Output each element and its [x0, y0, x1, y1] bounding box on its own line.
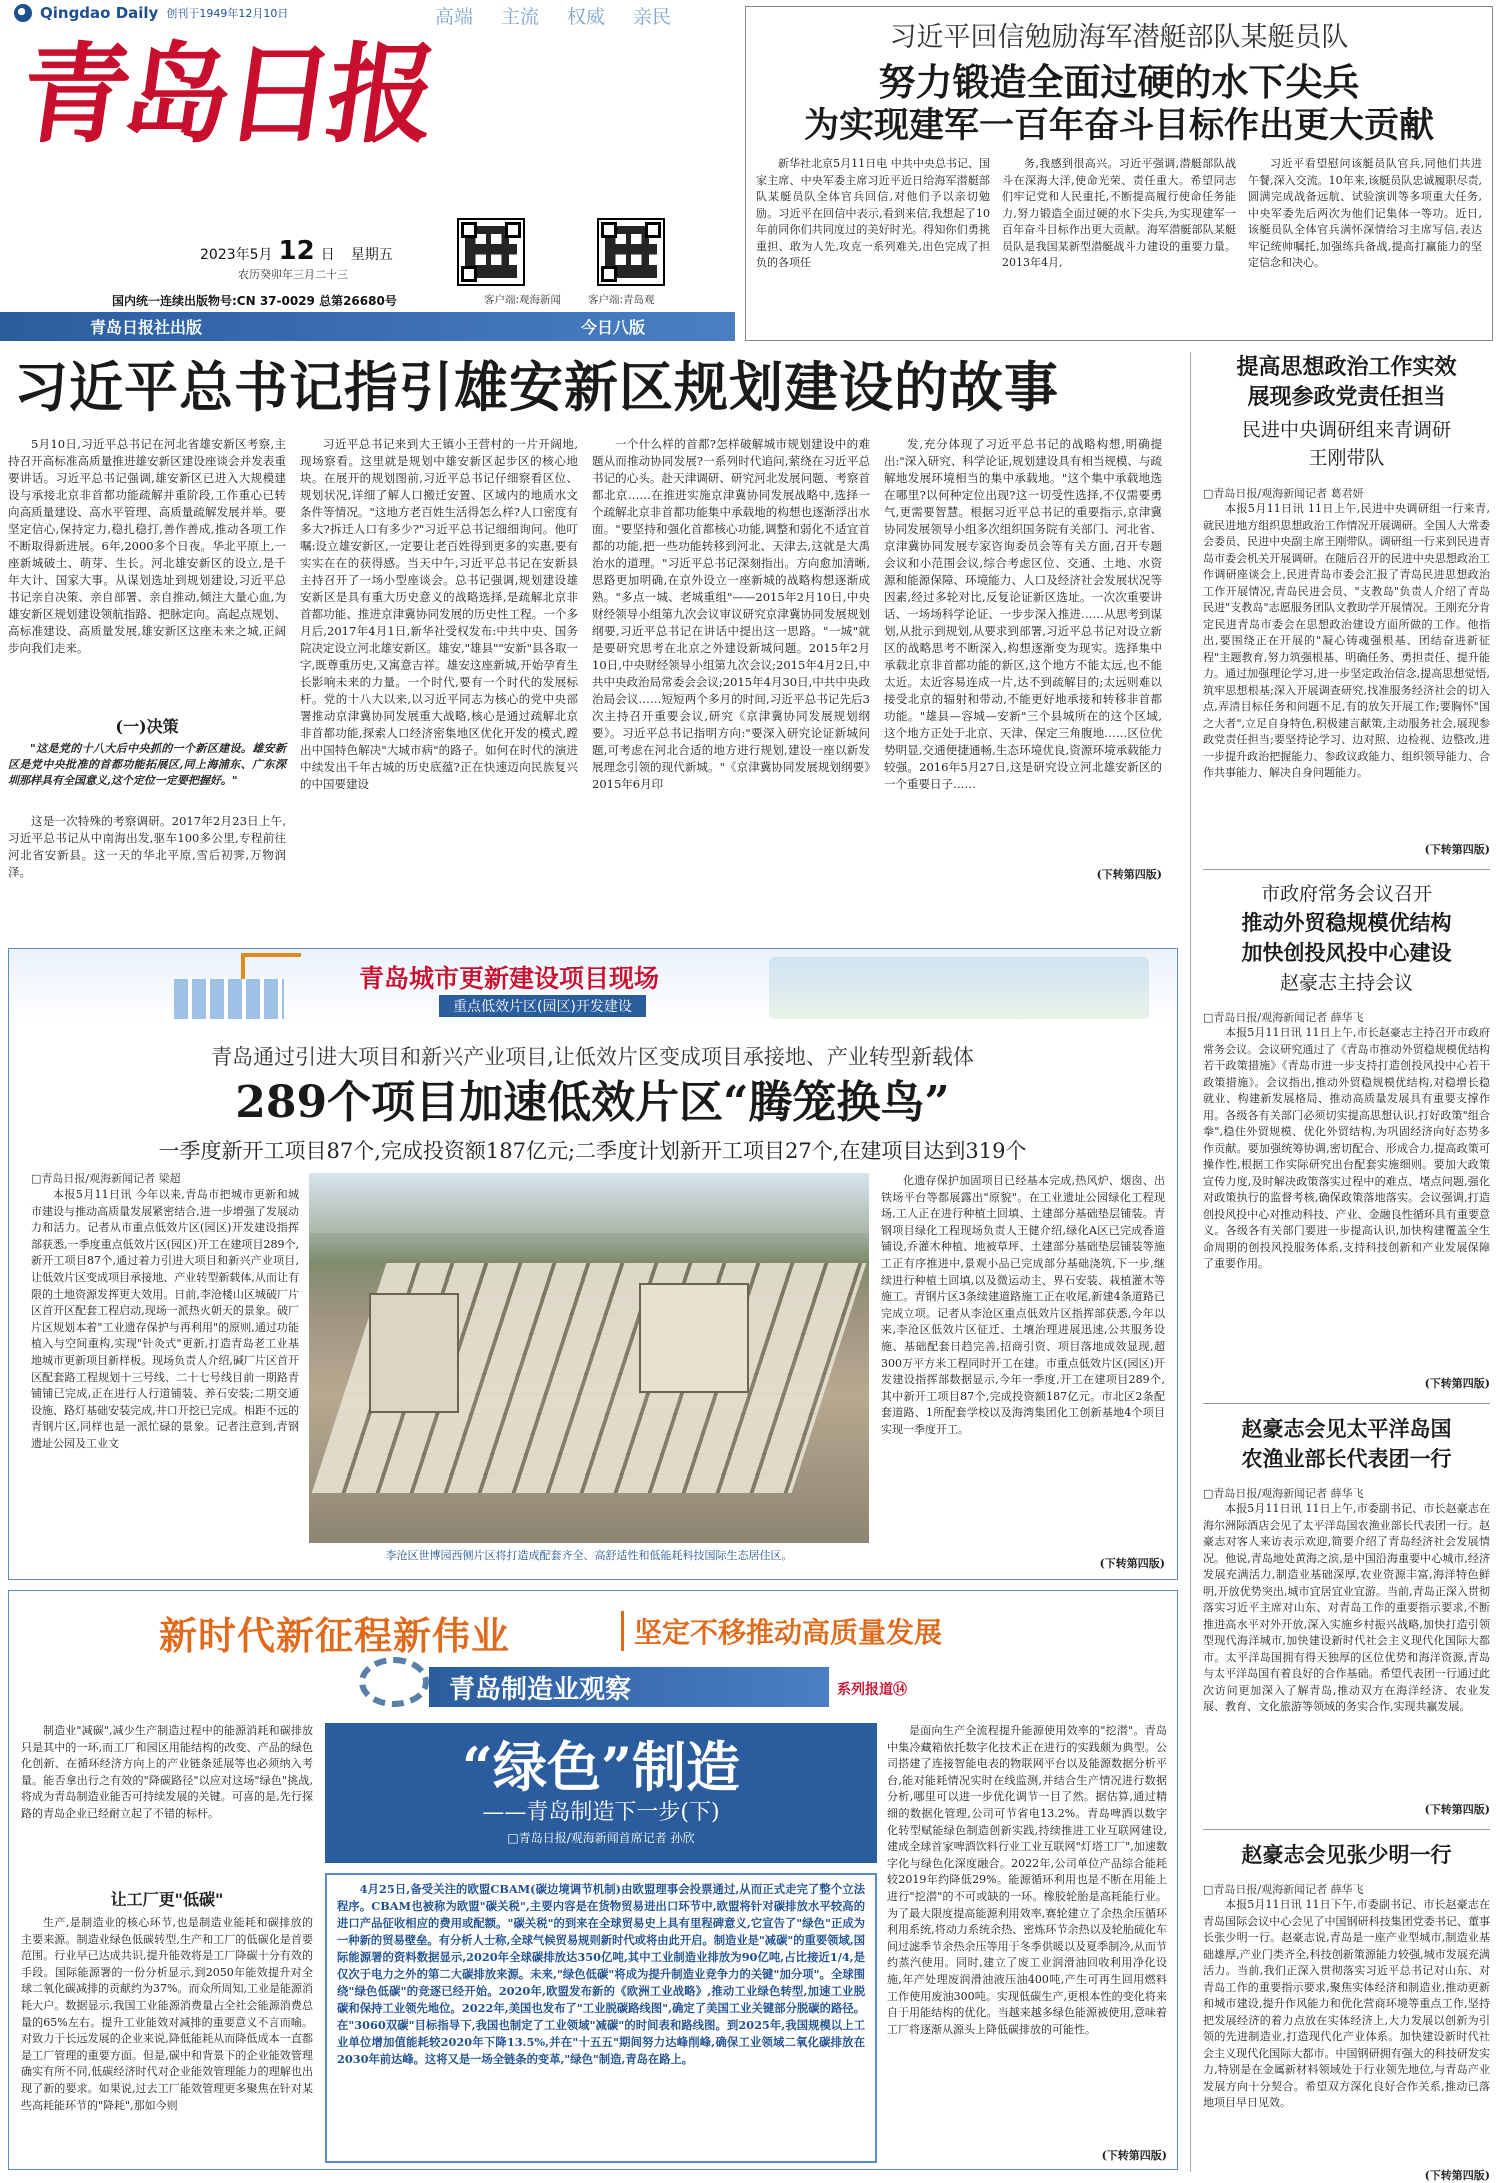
masthead-founded: 创刊于1949年12月10日	[166, 7, 289, 20]
masthead-slogans	[435, 2, 671, 29]
right-story-4-body: 本报5月11日讯 11日下午,市委副书记、市长赵豪志在青岛国际会议中心会见了中国钢研科技集团党委书记、董事长张少明一行。赵豪志说,青岛是一座产业型城市,制造业基础雄厚,产业门类齐全,科技创新策源能力较强,城市发展充满活力。当前,我们正深入贯彻落实习近平总书记对山东、对青岛工作的重要指示要求,聚焦实体经济和制造业,推动更新和城市建设,提升作风能力和优化营商环境等重点工作,坚持把发展经济的着力点放在实体经济上,大力发展以创新为引领的先进制造业,打造现代化产业体系。加快建设新时代社会主义现代化国际大都市。中国钢研拥有强大的科技研发实力,特别是在金属新材料领域处于行业领先地位,与青岛产业发展方向十分契合。希望双方深化良好合作关系,推动已落地项目早日见效。	[1203, 1898, 1490, 2109]
green-lead: 4月25日,备受关注的欧盟CBAM(碳边境调节机制)由欧盟理事会投票通过,从而正式走完了整个立法程序。CBAM也被称为欧盟"碳关税",主要内容是在货物贸易进出口环节中,欧盟将针对碳排放水平较高的进口产品征收相应的费用或配额。"碳关税"的到来在全球贸易史上具有里程碑意义,它宣告了"绿色"正成为一种新的贸易壁垒。有分析人士称,全球气候贸易规则新时代或将由此开启。制造业是"减碳"的重要领域,国际能源署的资料数据显示,2020年全球碳排放达350亿吨,其中工业制造业排放为90亿吨,占比接近1/4,是仅次于电力之外的第二大碳排放来源。未来,"绿色低碳"将成为提升制造业竞争力的关键"加分项"。全球围绕"绿色低碳"的竞逐已经开始。2020年,欧盟发布新的《欧洲工业战略》,推动工业绿色转型,加速工业脱碳和保持工业领先地位。2022年,美国也发布了"工业脱碳路线图",确定了美国工业关键部分脱碳的路径。在"3060双碳"目标指导下,我国也制定了工业领域"减碳"的时间表和路线图。到2025年,我国规模以上工业单位增加值能耗较2020年下降13.5%,并在"十五五"期间努力达峰削峰,确保工业领域二氧化碳排放在2030年前达峰。这将又是一场全链条的变革,"绿色"制造,青岛在路上。	[325, 1873, 877, 2163]
urban-section	[8, 948, 1178, 1580]
newspaper-logo: 青岛日报	[13, 32, 439, 158]
lead-col-4: 发,充分体现了习近平总书记的战略构想,明确提出:"深入研究、科学论证,规划建设具有相当规模、与疏解地发展环境相当的集中承载地。"这个集中承载地选在哪里?以何种定位出现?这一切受性选择,不仅需要勇气,更需要智慧。根据习近平总书记的重要指示,京津冀协同发展领导小组多次组织国务院有关部门、河北省、京津冀协同发展专家咨询委员会等有关方面,召开专题会议和小范围会议,综合考虑区位、交通、土地、水资源和能源保障、环境能力、人口及经济社会发展状况等因素,经过多轮对比,反复论证新区选址。一次次重要讲话、一场场科学论证、一步步深入推进……从思考到谋划,从批示到规划,从要求到部署,习近平总书记对设立新区的战略思考不断深入,构想逐渐变为现实。选择集中承载北京非首都功能的新区,这个地方不能太远,也不能太近。太近容易连成一片,达不到疏解目的;太远则难以接受北京的辐射和带动,不能更好地承接和转移非首都功能。"雄县—容城—安新"三个县城所在的这个区域,这个地方正处于北京、天津、保定三角腹地……区位优势明显,交通便捷通畅,生态环境优良,资源环境承载能力较强。2016年5月27日,这是研究设立河北雄安新区的一个重要日子……	[884, 437, 1162, 791]
date-suffix: 日	[320, 247, 335, 263]
top-story-title-1: 努力锻造全面过硬的水下尖兵	[878, 60, 1360, 104]
right-story-2	[1203, 880, 1490, 1391]
green-byline: □青岛日报/观海新闻首席记者 孙欣	[507, 1831, 695, 1845]
right-story-1	[1203, 352, 1490, 857]
lunar-date: 农历癸卯年三月二十三	[238, 268, 348, 281]
urban-continued: (下转第四版)	[1099, 1557, 1165, 1570]
publisher-bar	[0, 312, 735, 341]
urban-title: 289个项目加速低效片区“腾笼换鸟”	[235, 1077, 950, 1128]
slogan-item: 主流	[501, 6, 540, 28]
series-title: 青岛制造业观察	[449, 1674, 632, 1705]
qr2-label: 客户端:青岛观	[588, 294, 655, 306]
right-story-2-kicker: 市政府常务会议召开	[1260, 883, 1432, 905]
slogan-item: 权威	[567, 6, 606, 28]
qr1-label: 客户端:观海新闻	[484, 294, 562, 306]
green-subhead: 让工厂更"低碳"	[110, 1890, 224, 1909]
top-story-col-1: 新华社北京5月11日电 中共中央总书记、国家主席、中央军委主席习近平近日给海军潜艇部队某艇员队全体官兵回信,对他们予以亲切勉励。习近平在回信中表示,看到来信,我想起了10年前同你们共同度过的美好时光。得知你们勇挑重担、敢为人先,攻克一系列难关,出色完成了担负的各项任	[756, 157, 990, 269]
right-story-4-byline: □青岛日报/观海新闻记者 薛华飞	[1203, 1883, 1364, 1896]
green-continued: (下转第四版)	[1101, 2149, 1167, 2162]
qr-code-guanhai[interactable]	[457, 218, 525, 286]
lead-quote: "这是党的十八大后中央抓的一个新区建设。雄安新区是党中央批准的首都功能拓展区,同上海浦东、广东深圳那样具有全国意义,这个定位一定要把握好。"	[8, 742, 286, 787]
green-subtitle: ——青岛制造下一步(下)	[482, 1800, 720, 1825]
photo-caption: 李沧区世博园西侧片区将打造成配套齐全、高舒适性和低能耗科技国际生态居住区。	[385, 1549, 793, 1562]
urban-byline: □青岛日报/观海新闻记者 梁超	[31, 1172, 181, 1185]
publisher-label: 青岛日报社出版	[90, 318, 203, 337]
lead-col-2: 习近平总书记来到大王镇小王营村的一片开阔地,现场察看。这里就是规划中雄安新区起步区的核心地块。在展开的规划图前,习近平总书记仔细察看区位、规划状况,详细了解人口搬迁安置、区域内的地质水文条件等情况。"这地方老百姓生活得怎么样?人口密度有多大?拆迁人口有多少?"习近平总书记细细询问。他叮嘱:设立雄安新区,一定要让老百姓得到更多的实惠,要有实实在在的获得感。当天中午,习近平总书记在安新县主持召开了一场小型座谈会。总书记强调,规划建设雄安新区是具有重大历史意义的战略选择,是疏解北京非首都功能、推进京津冀协同发展的历史性工程。一个多月后,2017年4月1日,新华社受权发布:中共中央、国务院决定设立河北雄安新区。雄安,"雄县""安新"县各取一字,既尊重历史,又寓意吉祥。雄安这座新城,开始孕育生长影响未来的力量。一个时代,要有一个时代的发展标杆。党的十八大以来,以习近平同志为核心的党中央部署推动京津冀协同发展重大战略,核心是通过疏解北京非首都功能,探索人口经济密集地区优化开发的模式,蹚出中国特色解决"大城市病"的路子。如何在时代的演进中续发出千年古城的历史底蕴?正在快速迈向民族复兴的中国要建设	[300, 437, 578, 791]
slogan-item: 亲民	[633, 6, 672, 28]
issue-number: 国内统一连续出版物号:CN 37-0029 总第26680号	[112, 294, 397, 308]
right-column	[1190, 352, 1490, 2182]
urban-kicker: 青岛通过引进大项目和新兴产业项目,让低效片区变成项目承接地、产业转型新载体	[211, 1045, 974, 1069]
right-story-2-sub: 赵豪志主持会议	[1279, 972, 1413, 994]
masthead-top-line	[14, 4, 288, 22]
top-story-title-2: 为实现建军一百年奋斗目标作出更大贡献	[803, 105, 1434, 146]
masthead-en-name: Qingdao Daily	[40, 4, 159, 22]
skyline-illustration-left	[174, 979, 284, 1019]
green-banner-left: 新时代新征程新伟业	[159, 1613, 511, 1658]
series-bar	[429, 1667, 829, 1707]
masthead-globe-icon	[14, 4, 32, 22]
lead-story	[8, 352, 1178, 940]
green-col-1b: 生产,是制造业的核心环节,也是制造业能耗和碳排放的主要来源。制造业绿色低碳转型,生产和工厂的低碳化是首要范围。行业早已达成共识,提升能效将是工厂降碳十分有效的手段。国际能源署的一份分析显示,到2050年能效提升对全球二氧化碳减排的贡献约为37%。而众所周知,工业是能源消耗大户。数据显示,我国工业能源消费量占全社会能源消费总量的65%左右。提升工业能效对减排的重要意义不言而喻。对致力于长远发展的企业来说,降低能耗从而降低成本一直都是工厂管理的重要方面。但是,碳中和背景下的企业能效管理确实有所不同,低碳经济时代对企业能效管理能力的理解也出现了新的要求。如果说,过去工厂能效管理更多聚焦在针对某些高耗能环节的"降耗",那如今则	[21, 1916, 313, 2112]
right-story-1-body: 本报5月11日讯 11日上午,民进中央调研组一行来青,就民进地方组织思想政治工作情况开展调研。全国人大常委会委员、民进中央副主席王刚带队。调研组一行来到民进青岛市委会机关开展调研。在随后召开的民进中央思想政治工作调研座谈会上,民进青岛市委会汇报了青岛民进思想政治工作开展情况,青岛民进会员、"支教岛"负责人介绍了青岛民进"支教岛"志愿服务团队文教助学开展情况。王刚充分肯定民进青岛市委会在思想政治建设方面所做的工作。他指出,要围绕正在开展的"凝心铸魂强根基、团结奋进新征程"主题教育,努力筑强根基、明确任务、勇担责任、提升能力。通过加强理论学习,进一步坚定政治信念,提高思想觉悟,筑牢思想根基;深入开展调查研究,找准服务经济社会的切入点,弄清目标任务和问题不足,有的放矢开展工作;要胸怀"国之大者",立足自身特色,积极建言献策,主动服务社会,展现参政党责任担当;要坚持论学习、边对照、边检视、边整改,进一步提升政治把握能力、参政议政能力、组织领导能力、合作共事能力、解决自身问题能力。	[1203, 502, 1490, 779]
qr-code-qingdaoguan[interactable]	[597, 218, 665, 286]
date-day: 12	[278, 236, 315, 266]
gears-illustration	[359, 1657, 429, 1707]
top-story-kicker: 习近平回信勉励海军潜艇部队某艇员队	[889, 22, 1349, 53]
right-story-3-body: 本报5月11日讯 11日上午,市委副书记、市长赵豪志在海尔洲际酒店会见了太平洋岛国农渔业部长代表团一行。赵豪志对客人来访表示欢迎,简要介绍了青岛经济社会发展情况。他说,青岛地处黄海之滨,是中国沿海重要中心城市,经济发展充满活力,制造业基础深厚,农业资源丰富,海洋特色鲜明,开放优势突出,城市宜居宜业宜游。当前,青岛正深入贯彻落实习近平主席对山东、对青岛工作的重要指示要求,不断推进高水平对外开放,深入实施乡村振兴战略,加快打造引领型现代海洋城市,加快建设新时代社会主义现代化国际大都市。太平洋岛国拥有得天独厚的区位优势和海洋资源,青岛与太平洋岛国有着良好的合作基础。希望代表团一行通过此次访问更加深入了解青岛,推动双方在海洋经济、农业发展、教育、文化旅游等领域的务实合作,实现共赢发展。	[1203, 1502, 1490, 1713]
lead-subhead: (一)决策	[115, 717, 179, 736]
right-story-3	[1203, 1414, 1490, 1817]
issue-date	[200, 236, 393, 266]
top-story-col-3: 习近平看望慰问该艇员队官兵,同他们共进午餐,深入交流。10年来,该艇员队忠诚履职尽责,圆满完成战备远航、试验演训等多项重大任务,中央军委先后两次为他们记集体一等功。近日,该艇员队全体官兵满怀深情给习主席写信,表达牢记统帅嘱托,加强练兵备战,提高打赢能力的坚定信念和决心。	[1248, 157, 1482, 269]
slogan-item: 高端	[435, 6, 474, 28]
right-story-2-title-2: 加快创投风投中心建设	[1241, 940, 1452, 965]
top-story	[745, 6, 1493, 341]
date-weekday: 星期五	[350, 247, 393, 263]
right-story-4-continued: (下转第四版)	[1424, 2169, 1490, 2182]
green-col-1: 制造业"减碳",减少生产制造过程中的能源消耗和碳排放只是其中的一环,而工厂和园区用能结构的改变、产品的绿色化创新、在循环经济方向上的产业链条延展等也必须纳入考量。能否拿出行之有效的"降碳路径"以应对这场"绿色"挑战,将成为青岛制造业能否可持续发展的关键。可喜的是,先行探路的青岛企业已经耐立起了不错的标杆。	[21, 1724, 313, 1820]
construction-site-photo	[309, 1173, 869, 1543]
date-prefix: 2023年5月	[200, 247, 273, 263]
right-story-3-title-1: 赵豪志会见太平洋岛国	[1241, 1416, 1452, 1441]
urban-banner-title: 青岛城市更新建设项目现场	[359, 964, 660, 993]
right-story-1-sub-1: 民进中央调研组来青调研	[1241, 419, 1451, 441]
right-story-2-title-1: 推动外贸稳规模优结构	[1241, 910, 1452, 935]
green-title: “绿色”制造	[461, 1735, 741, 1799]
lead-col-1: 5月10日,习近平总书记在河北省雄安新区考察,主持召开高标准高质量推进雄安新区建设座谈会并发表重要讲话。习近平总书记强调,雄安新区已进入大规模建设与承接北京非首都功能疏解并重阶段,工作重心已转向高质量建设、高水平管理、高质量疏解发展并举。要坚定信心,保持定力,稳扎稳打,善作善成,推动各项工作不断取得新进展。6年,2000多个日夜。华北平原上,一座新城破土、萌芽、生长。河北雄安新区的设立,是千年大计、国家大事。从谋划选址到规划建设,习近平总书记亲自决策、亲自部署、亲自推动,倾注大量心血,为雄安新区规划建设领航指路、把脉定向。高起点规划、高标准建设、高质量发展,雄安新区这座未来之城,正阔步向我们走来。	[8, 437, 286, 655]
urban-banner	[9, 949, 1176, 1023]
right-story-1-title-2: 展现参政党责任担当	[1247, 384, 1446, 410]
series-tag: 系列报道⑭	[837, 1682, 907, 1698]
lead-story-title: 习近平总书记指引雄安新区规划建设的故事	[14, 355, 1059, 419]
urban-col-1: 本报5月11日讯 今年以来,青岛市把城市更新和城市建设与推动高质量发展紧密结合,进一步增强了发展动力和活力。记者从市重点低效片区(园区)开发建设指挥部获悉,一季度重点低效片区(园区)开工在建项目289个,新开工项目87个,通过着力引进大项目和新兴产业项目,让低效片区变成项目承接地、产业转型新载体,从而让有限的土地资源发挥更大效用。日前,李沧楼山区城破厂片区首开区配套工程启动,现场一派热火朝天的景象。破厂片区规划本着"工业遗存保护与再利用"的原则,通过功能植入与空间重构,实现"针灸式"更新,打造青岛老工业基地城市更新项目新样板。现场负责人介绍,碱厂片区首开区配套路工程规划十三号线、二十七号线目前一期路青铺铺已完成,正在进行人行道铺装、养石安装;二期交通设施、路灯基础安装完成,井口开挖已完成。相距不远的青钢片区,同样也是一派忙碌的景象。记者注意到,青钢遗址公园及工业文	[31, 1188, 299, 1450]
right-story-2-body: 本报5月11日讯 11日上午,市长赵豪志主持召开市政府常务会议。会议研究通过了《青岛市推动外贸稳规模优结构若干政策措施》《青岛市进一步支持打造创投风投中心若干政策措施》。会议指出,推动外贸稳规模优结构,对稳增长稳就业、构建新发展格局、推动高质量发展具有重要支撑作用。各级各有关部门必须切实提高思想认识,打好政策"组合拳",稳住外贸规模、优化外贸结构,为巩固经济向好态势多作贡献。要加强统筹协调,密切配合、形成合力,提高政策可操作性,根据工作实际研究出台配套实施细则。要加大政策宣传力度,及时解决政策落实过程中的难点、堵点问题,强化对政策执行的监督考核,确保政策落地落实。会议强调,打造创投风投中心对推动科技、产业、金融良性循环具有重要意义。各级各有关部门要进一步提高认识,加快构建覆盖全生命周期的创投风投服务体系,支持科技创新和产业发展保障了重要作用。	[1203, 1026, 1490, 1270]
green-col-3: 是面向生产全流程提升能源使用效率的"挖潜"。青岛中集冷藏箱依托数字化技术正在进行的实践颇为典型。公司搭建了连接智能电表的物联网平台以及能源数据分析平台,能对能耗情况实时在线监测,并结合生产情况进行数据分析,哪里可以进一步优化调节一目了然。据估算,通过精细的数据化管理,公司可节省电13.2%。青岛啤酒以数字化转型赋能绿色制造创新实践,持续推进工业互联网建设,建成全球首家啤酒饮料行业工业互联网"灯塔工厂",加速数字化与绿色化深度融合。2022年,公司单位产品综合能耗较2019年约降低29%。能源循环利用也是不断在用能上进行"挖潜"的不可或缺的一环。橡胶轮胎是高耗能行业。为了最大限度提高能源利用效率,赛轮建立了余热余压循环利用系统,将动力系统余热、密炼环节余热以及轮胎硫化车间过滤季节余热余压等用于冬季供暖以及夏季制冷,从而节约蒸汽使用。同时,建立了废工业润滑油回收利用净化设施,年产处理废润滑油液压油400吨,产生可再生回用燃料工作使用废油300吨。实现低碳生产,更根本性的变化将来自于用能结构的优化。当越来越多绿色能源被使用,意味着工厂将逐渐从源头上降低碳排放的可能性。	[887, 1724, 1167, 2036]
right-story-1-continued: (下转第四版)	[1424, 843, 1490, 856]
right-story-4	[1203, 1840, 1490, 2183]
right-story-3-byline: □青岛日报/观海新闻记者 薛华飞	[1203, 1487, 1364, 1500]
right-story-4-title: 赵豪志会见张少明一行	[1241, 1842, 1452, 1867]
right-story-1-title-1: 提高思想政治工作实效	[1236, 354, 1457, 380]
lead-col-1b: 这是一次特殊的考察调研。2017年2月23日上午,习近平总书记从中南海出发,驱车100多公里,专程前往河北省安新县。这一天的华北平原,雪后初霁,万物润泽。	[8, 814, 286, 879]
right-story-3-continued: (下转第四版)	[1424, 1803, 1490, 1816]
pages-label: 今日八版	[580, 318, 645, 337]
masthead	[0, 0, 735, 343]
green-banner-right: 坚定不移推动高质量发展	[621, 1611, 942, 1651]
green-section	[8, 1590, 1178, 2170]
right-story-3-title-2: 农渔业部长代表团一行	[1241, 1446, 1452, 1471]
skyline-illustration-right	[769, 957, 1149, 1019]
right-story-1-sub-2: 王刚带队	[1308, 447, 1385, 469]
urban-col-2: 化遗存保护加固项目已经基本完成,热风炉、烟囱、出铁场平台等都展露出"原貌"。在工业遗址公园绿化工程现场,工人正在进行种植土回填、土建部分基础垫层铺装。青钢项目绿化工程现场负责人王健介绍,绿化A区已完成香道铺设,乔灌木种植、地被草坪、土建部分基础垫层铺装等施工正有序推进中,景观小品已完成部分基础浇筑,下一步,继续进行种植土回填,以及微运动主、界石安装、栽植灌木等施工。青钢片区3条续建道路施工正在收尾,新建4条道路已完成立项。记者从李沧区重点低效片区指挥部获悉,今年以来,李沧区低效片区征迁、土壤治理进展迅速,公共服务设施、基础配套日趋完善,招商引资、项目落地成效显现,超300万平方米工程同时开工在建。市重点低效片区(园区)开发建设指挥部数据显示,今年一季度,开工在建项目289个,其中新开工项目87个,完成投资额187亿元。市北区2条配套道路、1所配套学校以及海湾集团化工创新基地4个项目实现一季度开工。	[881, 1174, 1165, 1436]
urban-subtitle: 一季度新开工项目87个,完成投资额187亿元;二季度计划新开工项目27个,在建项目达到319个	[158, 1139, 1027, 1163]
urban-banner-sub: 重点低效片区(园区)开发建设	[439, 995, 646, 1017]
right-story-1-byline: □青岛日报/观海新闻记者 葛君妍	[1203, 487, 1364, 500]
lead-col-3: 一个什么样的首都?怎样破解城市规划建设中的难题从而推动协同发展?一系列时代追问,萦绕在习近平总书记的心头。赴天津调研、研究河北发展问题、考察首都北京……在推进实施京津冀协同发展战略中,选择一个疏解北京非首都功能集中承载地的构想也逐渐浮出水面。"要坚持和强化首都核心功能,调整和弱化不适宜首都的功能,把一些功能转移到河北、天津去,这就是大禹治水的道理。"习近平总书记深刻指出。方向愈加清晰,思路更加明确,在京外设立一座新城的战略构想逐渐成熟。"多点一城、老城重组"——2015年2月10日,中央财经领导小组第九次会议审议研究京津冀协同发展规划纲要,习近平总书记在讲话中提出这一思路。"一城"就是要研究思考在北京之外建设新城问题。2015年2月10日,中央财经领导小组第九次会议;2015年4月2日,中共中央政治局常委会会议;2015年4月30日,中共中央政治局会议……短短两个多月的时间,习近平总书记先后3次主持召开重要会议,研究《京津冀协同发展规划纲要》。习近平总书记指明方向:"要深入研究论证新城问题,可考虑在河北合适的地方进行规划,建设一座以新发展理念引领的现代新城。"《京津冀协同发展规划纲要》2015年6月印	[592, 437, 870, 791]
lead-continued: (下转第四版)	[1096, 868, 1162, 881]
top-story-col-2: 务,我感到很高兴。习近平强调,潜艇部队战斗在深海大洋,使命光荣、责任重大。希望同志们牢记党和人民重托,不断提高履行使命任务能力,努力锻造全面过硬的水下尖兵,为实现建军一百年奋斗目标作出更大贡献。海军潜艇部队某艇员队是我国某新型潜艇战斗力建设的重要力量。2013年4月,	[1002, 157, 1236, 269]
green-title-box	[325, 1723, 877, 1863]
right-story-2-continued: (下转第四版)	[1424, 1377, 1490, 1390]
right-story-2-byline: □青岛日报/观海新闻记者 薛华飞	[1203, 1011, 1364, 1024]
